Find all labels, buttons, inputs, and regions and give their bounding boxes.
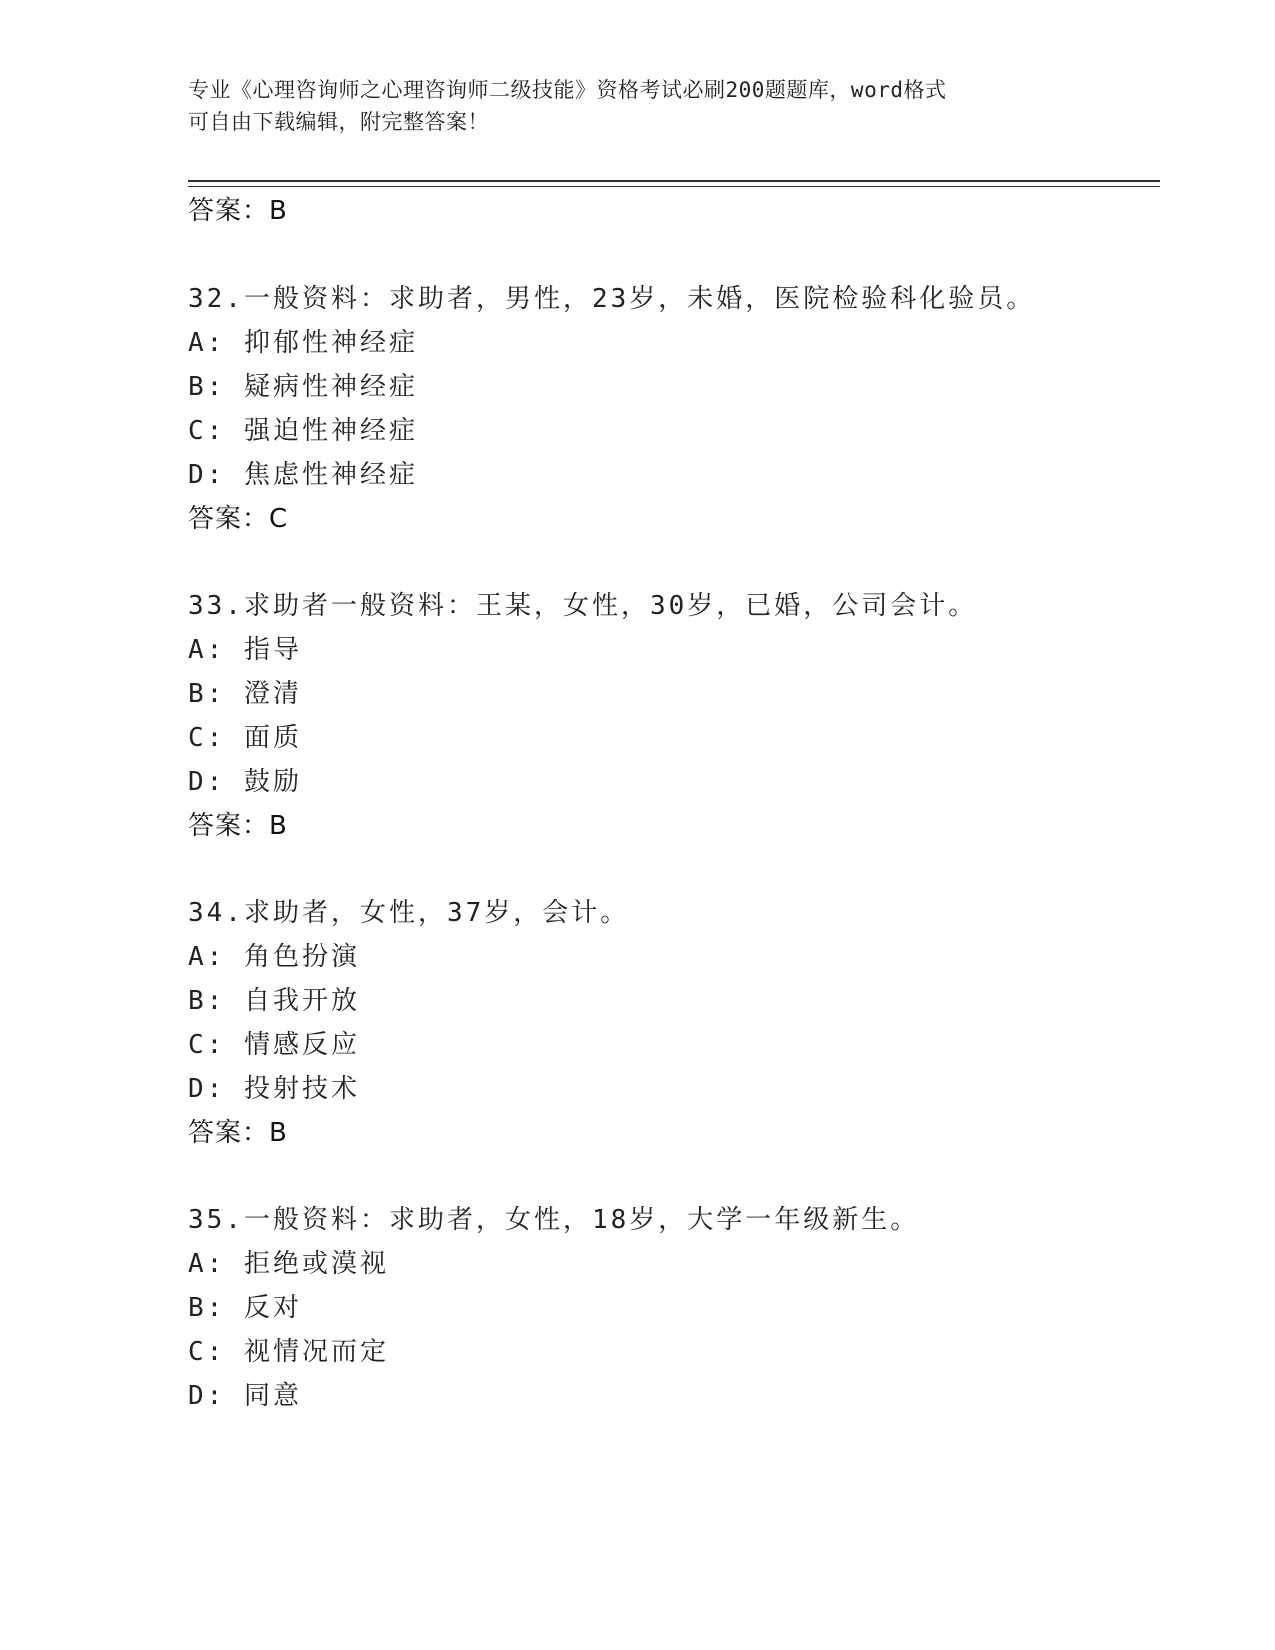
question-34-stem: 34.求助者，女性，37岁，会计。 bbox=[188, 898, 630, 928]
question-32-answer: 答案：C bbox=[188, 504, 289, 534]
question-33-stem: 33.求助者一般资料：王某，女性，30岁，已婚，公司会计。 bbox=[188, 591, 978, 621]
question-35-option-b: B: 反对 bbox=[188, 1293, 302, 1323]
question-32-option-b: B: 疑病性神经症 bbox=[188, 372, 418, 402]
question-34-option-a: A: 角色扮演 bbox=[188, 942, 360, 972]
page-header bbox=[188, 74, 1088, 138]
question-32-option-d: D: 焦虑性神经症 bbox=[188, 460, 418, 490]
question-33-option-c: C: 面质 bbox=[188, 723, 302, 753]
question-32-stem: 32.一般资料：求助者，男性，23岁，未婚，医院检验科化验员。 bbox=[188, 284, 1036, 314]
header-divider-thin bbox=[188, 186, 1160, 187]
question-33-option-d: D: 鼓励 bbox=[188, 767, 302, 797]
question-35-option-a: A: 拒绝或漠视 bbox=[188, 1249, 389, 1279]
question-34-option-d: D: 投射技术 bbox=[188, 1074, 360, 1104]
question-34-option-b: B: 自我开放 bbox=[188, 986, 360, 1016]
question-34-answer: 答案：B bbox=[188, 1118, 288, 1148]
question-35-option-c: C: 视情况而定 bbox=[188, 1337, 389, 1367]
header-divider bbox=[188, 180, 1160, 182]
header-line-2: 可自由下载编辑，附完整答案！ bbox=[188, 110, 489, 134]
question-33-option-b: B: 澄清 bbox=[188, 679, 302, 709]
question-32-option-a: A: 抑郁性神经症 bbox=[188, 328, 418, 358]
question-35-stem: 35.一般资料：求助者，女性，18岁，大学一年级新生。 bbox=[188, 1205, 920, 1235]
header-line-1: 专业《心理咨询师之心理咨询师二级技能》资格考试必刷200题题库，word格式 bbox=[188, 78, 947, 102]
question-35-option-d: D: 同意 bbox=[188, 1381, 302, 1411]
question-34-option-c: C: 情感反应 bbox=[188, 1030, 360, 1060]
question-32-option-c: C: 强迫性神经症 bbox=[188, 416, 418, 446]
question-33-option-a: A: 指导 bbox=[188, 635, 302, 665]
answer-prev: 答案：B bbox=[188, 196, 288, 226]
question-33-answer: 答案：B bbox=[188, 811, 288, 841]
